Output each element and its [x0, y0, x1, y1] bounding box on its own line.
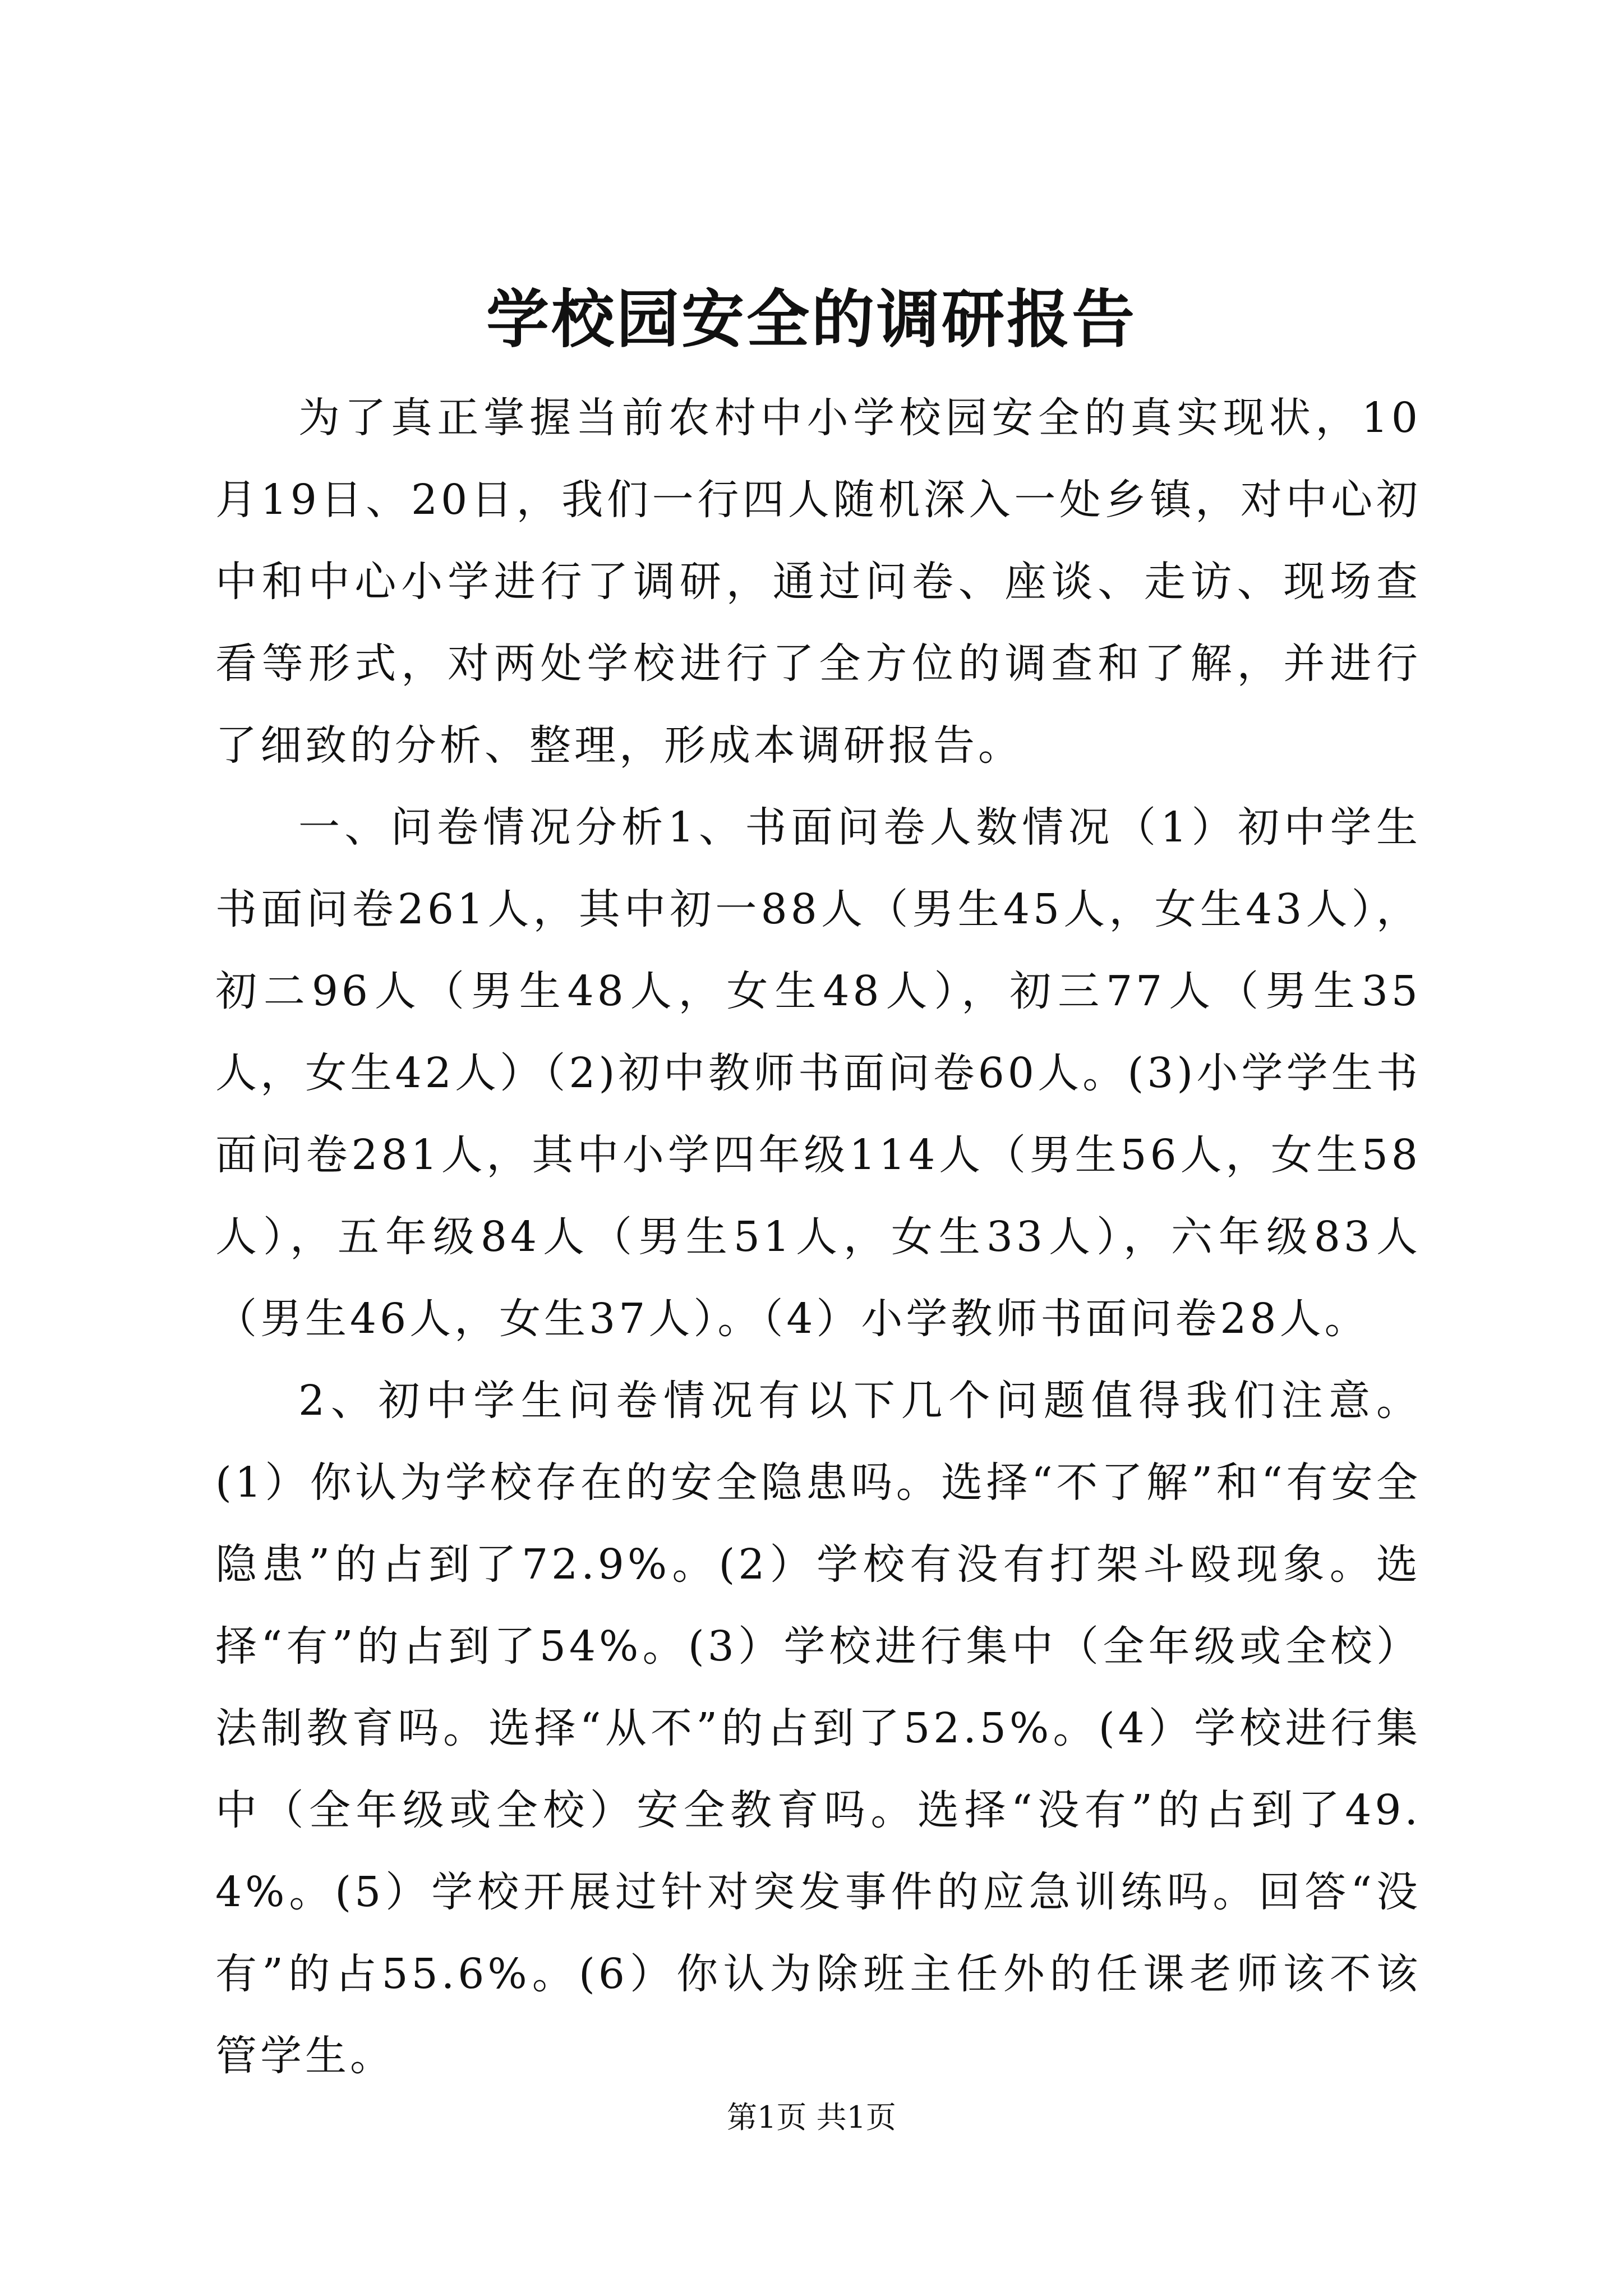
paragraph-intro: 为了真正掌握当前农村中小学校园安全的真实现状，10月19日、20日，我们一行四人随机深入一处乡镇，对中心初中和中心小学进行了调研，通过问卷、座谈、走访、现场查看等形式，对两处学校进行了全方位的调查和了解，并进行了细致的分析、整理，形成本调研报告。 [215, 394, 1421, 770]
document-body [215, 377, 1421, 2097]
document-title: 学校园安全的调研报告 [486, 283, 1137, 356]
page-footer: 第1页 共1页 [727, 2100, 896, 2135]
paragraph-questionnaire-counts: 一、问卷情况分析1、书面问卷人数情况（1）初中学生书面问卷261人，其中初一88人（男生45人，女生43人），初二96人（男生48人，女生48人），初三77人（男生35人，女生42人）（2)初中教师书面问卷60人。(3)小学学生书面问卷281人，其中小学四年级114人（男生56人，女生58人），五年级84人（男生51人，女生33人），六年级83人（男生46人，女生37人）。（4）小学教师书面问卷28人。 [215, 803, 1421, 1343]
paragraph-middle-school-findings: 2、初中学生问卷情况有以下几个问题值得我们注意。(1）你认为学校存在的安全隐患吗。选择“不了解”和“有安全隐患”的占到了72.9%。(2）学校有没有打架斗殴现象。选择“有”的占到了54%。(3）学校进行集中（全年级或全校）法制教育吗。选择“从不”的占到了52.5%。(4）学校进行集中（全年级或全校）安全教育吗。选择“没有”的占到了49.4%。(5）学校开展过针对突发事件的应急训练吗。回答“没有”的占55.6%。(6）你认为除班主任外的任课老师该不该管学生。 [215, 1377, 1421, 2080]
